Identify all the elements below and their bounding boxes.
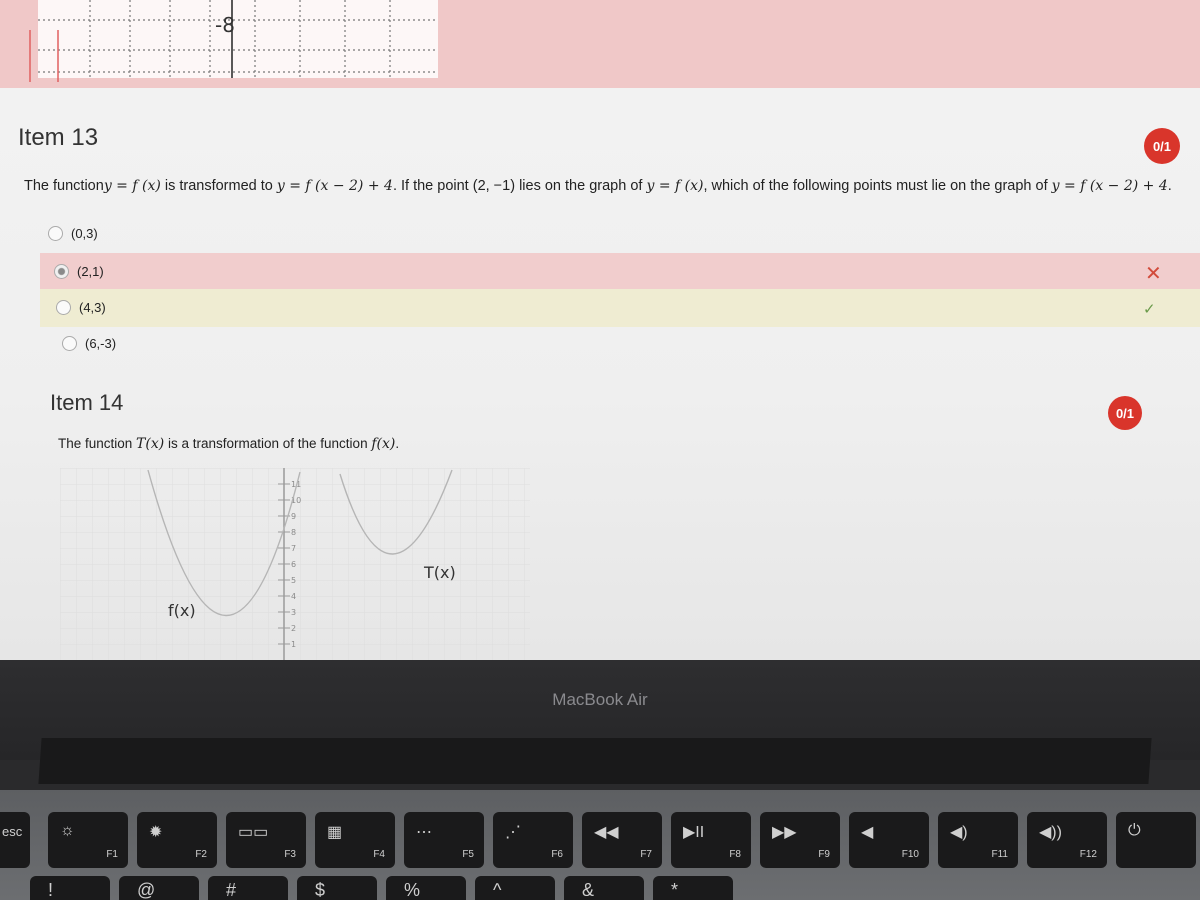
y-tick-label: 9 (291, 512, 297, 521)
key-label: F7 (640, 849, 652, 860)
question-text: The function (58, 436, 137, 451)
question-text: . If the point (2, −1) lies on the graph of (392, 178, 647, 194)
y-tick-label: 3 (291, 608, 297, 617)
formula: T(x) (136, 436, 165, 452)
number-row-key[interactable]: @ (119, 876, 199, 900)
option-label: (0,3) (71, 225, 98, 241)
key-label: F10 (901, 849, 919, 860)
key-glyph-icon: ▶▶ (772, 824, 797, 841)
y-tick-label: 7 (291, 544, 297, 553)
function-key-f7[interactable] (582, 812, 662, 868)
function-key-f1[interactable] (48, 812, 128, 868)
y-tick-label: 4 (291, 592, 297, 601)
number-row-key[interactable]: $ (297, 876, 377, 900)
key-label: F2 (195, 849, 207, 860)
function-key-f9[interactable] (760, 812, 840, 868)
key-label: F8 (729, 849, 741, 860)
formula: y = f (x − 2) + 4 (276, 178, 393, 194)
item-14-title: Item 14 (50, 390, 124, 415)
formula: y = f (x) (646, 178, 704, 194)
y-tick-label: 6 (291, 560, 297, 569)
key-glyph-icon: ◀)) (1039, 824, 1062, 841)
key-glyph-icon: ◀◀ (594, 824, 619, 841)
function-key-f3[interactable] (226, 812, 306, 868)
key-label: F6 (551, 849, 563, 860)
brand-label: MacBook Air (552, 690, 648, 709)
y-tick-label: 1 (291, 640, 297, 649)
radio-button[interactable] (56, 300, 71, 315)
esc-key[interactable]: esc (0, 812, 30, 868)
option-6-neg3[interactable] (62, 326, 116, 360)
radio-button-selected[interactable] (54, 264, 69, 279)
number-row-key[interactable]: & (564, 876, 644, 900)
question-text: . (395, 436, 400, 451)
key-glyph-icon: ◀ (861, 824, 874, 841)
function-key-power[interactable] (1116, 812, 1196, 868)
key-glyph-icon: ▶II (683, 824, 705, 841)
formula: y = f (x) (103, 178, 161, 194)
question-text: is a transformation of the function (164, 436, 372, 451)
function-key-f4[interactable] (315, 812, 395, 868)
key-label: F12 (1079, 849, 1097, 860)
formula: f(x) (371, 436, 396, 452)
f-curve-label: f(x) (168, 601, 196, 620)
key-glyph-icon: ☼ (60, 822, 75, 839)
item-13-score-badge: 0/1 (1144, 128, 1180, 164)
check-icon: ✓ (1143, 301, 1156, 318)
y-tick-label: 10 (291, 496, 302, 505)
y-tick-label: 8 (291, 528, 297, 537)
option-label: (4,3) (79, 299, 106, 315)
number-row-key[interactable]: ! (30, 876, 110, 900)
key-label: F5 (462, 849, 474, 860)
formula: y = f (x − 2) + 4 (1051, 178, 1168, 194)
key-glyph-icon: ⋯ (416, 824, 432, 841)
y-tick-label: 2 (291, 624, 297, 633)
number-row-key[interactable]: % (386, 876, 466, 900)
previous-graph-fragment (10, 0, 440, 82)
item-13-title: Item 13 (18, 124, 99, 151)
option-label: (6,-3) (85, 335, 117, 351)
question-text: , which of the following points must lie on the graph of (703, 178, 1052, 194)
x-icon: ✕ (1145, 263, 1162, 285)
key-label: F11 (991, 849, 1008, 860)
number-row-key[interactable]: ^ (475, 876, 555, 900)
option-4-3[interactable] (56, 290, 106, 324)
previous-graph-tick: -8 (215, 13, 235, 37)
item-14-graph (60, 468, 530, 660)
previous-item-strip (0, 0, 1200, 88)
key-glyph-icon: ✹ (149, 824, 163, 841)
function-key-f2[interactable] (137, 812, 217, 868)
key-glyph-icon: ◀) (950, 824, 968, 841)
t-curve-label: T(x) (424, 563, 456, 582)
item-13-question (24, 178, 1172, 194)
key-glyph-icon: ▦ (327, 824, 343, 841)
correct-answer-highlight (40, 289, 1200, 327)
key-label: F1 (106, 849, 118, 860)
key-glyph-icon: ▭▭ (238, 824, 269, 841)
key-label: F3 (284, 849, 296, 860)
option-2-1[interactable] (54, 254, 104, 288)
radio-button[interactable] (62, 336, 77, 351)
item-14-question (58, 436, 399, 452)
option-label: (2,1) (77, 263, 104, 279)
question-text: is transformed to (160, 178, 277, 194)
power-icon: ⏻ (1128, 822, 1141, 839)
function-key-f10[interactable] (849, 812, 929, 868)
question-text: The function (24, 178, 104, 194)
function-key-f5[interactable] (404, 812, 484, 868)
y-tick-label: 11 (291, 480, 302, 489)
item-14-score-badge: 0/1 (1108, 396, 1142, 430)
key-label: F9 (818, 849, 830, 860)
function-key-f6[interactable] (493, 812, 573, 868)
laptop-hinge (38, 738, 1151, 784)
function-key-f11[interactable] (938, 812, 1018, 868)
option-0-3[interactable] (48, 216, 98, 250)
number-row-key[interactable]: * (653, 876, 733, 900)
incorrect-answer-highlight (40, 253, 1200, 289)
y-tick-label: 5 (291, 576, 297, 585)
function-key-f12[interactable] (1027, 812, 1107, 868)
radio-button[interactable] (48, 226, 63, 241)
key-label: F4 (373, 849, 385, 860)
function-key-f8[interactable] (671, 812, 751, 868)
number-row-key[interactable]: # (208, 876, 288, 900)
question-text: . (1167, 178, 1172, 194)
key-glyph-icon: ⋰ (505, 824, 521, 841)
